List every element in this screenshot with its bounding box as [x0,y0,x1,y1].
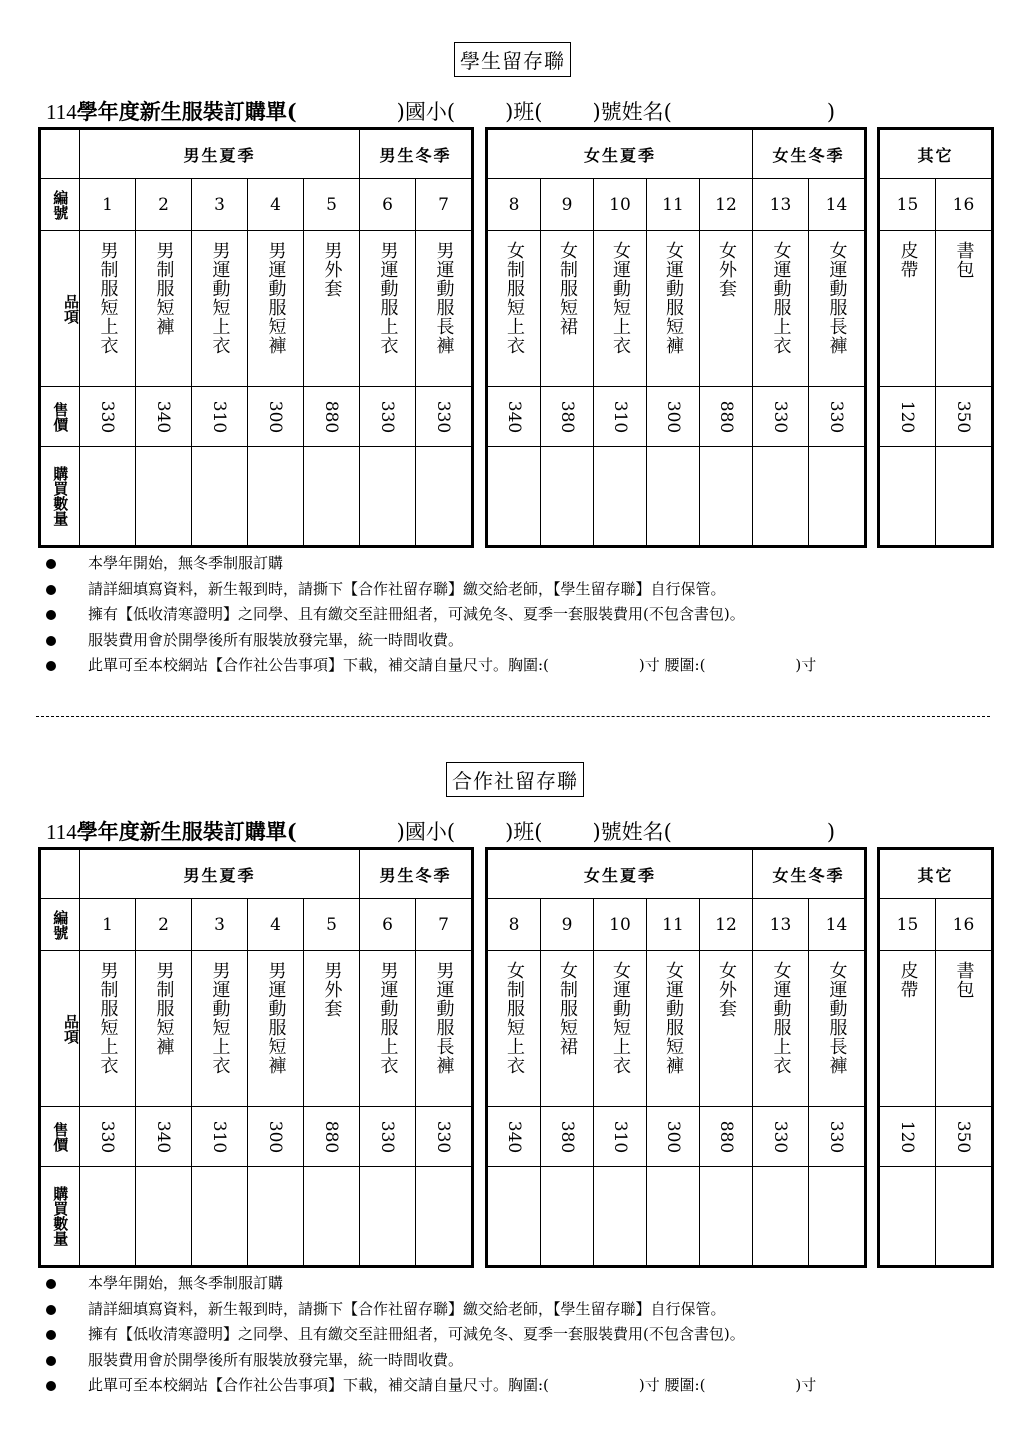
table-row [487,1167,866,1267]
item-name: 男運動短上衣 [209,961,231,1075]
group-header: 男生冬季 [360,849,473,899]
item-number: 10 [594,899,647,951]
notes-list [46,552,816,680]
form-title: 學年度新生服裝訂購單( [76,99,297,124]
item-number: 12 [700,899,753,951]
item-number: 16 [936,899,993,951]
item-price-cell [594,387,647,447]
item-name-cell [80,951,136,1107]
item-name: 女運動服上衣 [770,241,792,355]
bullet-icon [46,636,56,646]
notes-list [46,1272,816,1400]
copy-label: 學生留存聯 [454,42,571,77]
item-price-cell [304,387,360,447]
table-row [40,447,473,547]
item-number: 14 [809,899,866,951]
quantity-input[interactable] [487,1167,541,1267]
item-name-cell [879,951,936,1107]
item-name-cell [416,951,473,1107]
item-price: 300 [265,400,286,433]
cut-line [36,716,990,717]
item-number: 1 [80,899,136,951]
item-price: 350 [953,400,974,433]
item-price-cell [304,1107,360,1167]
item-price: 310 [209,1120,230,1153]
school-year: 114 [46,100,77,124]
item-name: 女運動服上衣 [770,961,792,1075]
table-row [40,1167,473,1267]
item-price-cell [248,1107,304,1167]
quantity-input[interactable] [136,447,192,547]
row-label-qty: 購買數量 [40,447,80,547]
item-name: 男運動服長褲 [433,961,455,1075]
group-header: 女生夏季 [487,129,753,179]
item-price: 310 [609,400,630,433]
copy-label: 合作社留存聯 [446,762,584,797]
item-name: 男運動服短褲 [265,241,287,355]
item-number: 11 [647,899,700,951]
bullet-icon [46,559,56,569]
note-item: 本學年開始，無冬季制服訂購 [46,1272,816,1298]
note-item: 本學年開始，無冬季制服訂購 [46,552,816,578]
table-row [879,231,993,387]
quantity-input[interactable] [753,1167,809,1267]
item-price-cell [809,1107,866,1167]
item-name-cell [248,951,304,1107]
item-number: 10 [594,179,647,231]
item-price: 330 [770,400,791,433]
item-price-cell [936,1107,993,1167]
item-name: 女外套 [716,961,737,1018]
item-name-cell [753,231,809,387]
row-label-price: 售價 [40,387,80,447]
item-price: 120 [897,1120,918,1153]
item-price: 340 [153,400,174,433]
item-price: 330 [770,1120,791,1153]
item-name: 男運動短上衣 [209,241,231,355]
table-row [40,129,473,179]
item-name-cell [192,231,248,387]
item-price: 880 [715,400,736,433]
table-row [40,899,473,951]
bullet-icon [46,1279,56,1289]
item-number: 5 [304,179,360,231]
coop-copy [0,720,1024,1444]
item-price: 300 [662,400,683,433]
group-header: 女生夏季 [487,849,753,899]
item-number: 16 [936,179,993,231]
quantity-input[interactable] [360,1167,416,1267]
item-name-cell [700,231,753,387]
item-price: 300 [265,1120,286,1153]
table-row [487,849,866,899]
form-title: 學年度新生服裝訂購單( [76,819,297,844]
table-row [487,231,866,387]
quantity-input[interactable] [192,447,248,547]
item-name: 女制服短裙 [557,241,578,336]
quantity-input[interactable] [594,447,647,547]
table-row [487,179,866,231]
item-number: 7 [416,899,473,951]
quantity-input[interactable] [248,447,304,547]
table-row [879,951,993,1107]
item-price: 340 [503,400,524,433]
item-price-cell [416,387,473,447]
quantity-input[interactable] [541,447,594,547]
row-label-item: 品項 [40,231,80,387]
item-number: 2 [136,899,192,951]
table-row [879,1167,993,1267]
item-name-cell [541,951,594,1107]
item-name: 書包 [953,241,975,279]
table-row [487,129,866,179]
item-number: 14 [809,179,866,231]
note-item: 擁有【低收清寒證明】之同學、且有繳交至註冊組者，可減免冬、夏季一套服裝費用(不包含書包)。 [46,1323,816,1349]
item-number: 15 [879,179,936,231]
item-name: 女外套 [716,241,737,298]
bullet-icon [46,661,56,671]
item-number: 1 [80,179,136,231]
item-name-cell [136,231,192,387]
note-item: 此單可至本校網站【合作社公告事項】下載，補交請自量尺寸。胸圍:( )寸 腰圍:( )寸 [46,1374,816,1400]
table-row [879,387,993,447]
item-price: 300 [662,1120,683,1153]
item-price: 310 [609,1120,630,1153]
item-number: 5 [304,899,360,951]
order-table [877,127,994,548]
item-price-cell [809,387,866,447]
item-name-cell [879,231,936,387]
quantity-input[interactable] [700,1167,753,1267]
quantity-input[interactable] [753,447,809,547]
item-name-cell [80,231,136,387]
item-number: 3 [192,179,248,231]
item-name: 女運動短上衣 [610,241,631,355]
item-price: 310 [209,400,230,433]
table-row [879,129,993,179]
item-price-cell [360,1107,416,1167]
item-name: 皮帶 [897,241,919,279]
quantity-input[interactable] [541,1167,594,1267]
group-header: 女生冬季 [753,129,866,179]
item-name: 皮帶 [897,961,919,999]
item-name: 男制服短褲 [153,961,175,1056]
item-name-cell [647,951,700,1107]
item-price-cell [136,1107,192,1167]
table-row [879,1107,993,1167]
quantity-input[interactable] [647,447,700,547]
item-name-cell [936,951,993,1107]
quantity-input[interactable] [416,1167,473,1267]
item-price: 330 [97,1120,118,1153]
quantity-input[interactable] [700,447,753,547]
item-number: 9 [541,179,594,231]
item-price: 350 [953,1120,974,1153]
bullet-icon [46,1356,56,1366]
table-row [487,387,866,447]
item-number: 13 [753,899,809,951]
item-number: 15 [879,899,936,951]
order-table [485,847,867,1268]
item-name: 男制服短上衣 [97,241,119,355]
item-number: 12 [700,179,753,231]
bullet-icon [46,1330,56,1340]
group-header: 男生夏季 [80,849,360,899]
table-row [40,179,473,231]
table-row [487,447,866,547]
row-label-item: 品項 [40,951,80,1107]
item-price: 330 [377,400,398,433]
item-name-cell [594,951,647,1107]
quantity-input[interactable] [360,447,416,547]
item-number: 8 [487,179,541,231]
bullet-icon [46,610,56,620]
item-name-cell [809,231,866,387]
table-row [487,951,866,1107]
school-year: 114 [46,820,77,844]
item-price-cell [879,1107,936,1167]
note-item: 此單可至本校網站【合作社公告事項】下載，補交請自量尺寸。胸圍:( )寸 腰圍:( )寸 [46,654,816,680]
order-table [38,127,474,548]
note-item: 服裝費用會於開學後所有服裝放發完畢，統一時間收費。 [46,629,816,655]
order-table [877,847,994,1268]
bullet-icon [46,585,56,595]
item-price-cell [879,387,936,447]
item-name-cell [541,231,594,387]
item-price: 330 [433,400,454,433]
item-name: 男運動服上衣 [377,241,399,355]
quantity-input[interactable] [80,447,136,547]
note-item: 請詳細填寫資料，新生報到時，請撕下【合作社留存聯】繳交給老師，【學生留存聯】自行保管。 [46,1298,816,1324]
item-price-cell [487,1107,541,1167]
item-name: 男運動服短褲 [265,961,287,1075]
item-price-cell [416,1107,473,1167]
item-name: 書包 [953,961,975,999]
item-name-cell [192,951,248,1107]
corner-cell [40,849,80,899]
item-name: 女運動短上衣 [610,961,631,1075]
item-price-cell [80,1107,136,1167]
item-price: 380 [556,400,577,433]
group-header: 其它 [879,129,993,179]
item-number: 6 [360,899,416,951]
group-header: 男生夏季 [80,129,360,179]
item-name: 女運動服短褲 [663,241,684,355]
group-header: 女生冬季 [753,849,866,899]
item-name: 女制服短上衣 [504,961,525,1075]
table-row [879,447,993,547]
quantity-input[interactable] [809,1167,866,1267]
item-name-cell [248,231,304,387]
item-name-cell [753,951,809,1107]
table-row [40,1107,473,1167]
item-price: 880 [715,1120,736,1153]
quantity-input[interactable] [936,447,993,547]
item-number: 4 [248,179,304,231]
item-price: 330 [826,400,847,433]
item-price-cell [594,1107,647,1167]
quantity-input[interactable] [809,447,866,547]
item-price-cell [192,1107,248,1167]
bullet-icon [46,1381,56,1391]
corner-cell [40,129,80,179]
item-price: 880 [321,1120,342,1153]
item-price-cell [80,387,136,447]
table-row [40,951,473,1107]
item-name-cell [416,231,473,387]
quantity-input[interactable] [594,1167,647,1267]
item-number: 4 [248,899,304,951]
item-price: 330 [377,1120,398,1153]
row-label-number: 編號 [40,899,80,951]
item-price-cell [136,387,192,447]
item-number: 7 [416,179,473,231]
item-name: 女運動服長褲 [826,241,848,355]
group-header: 其它 [879,849,993,899]
quantity-input[interactable] [304,447,360,547]
item-name: 女制服短上衣 [504,241,525,355]
quantity-input[interactable] [416,447,473,547]
item-number: 9 [541,899,594,951]
item-price-cell [700,1107,753,1167]
row-label-number: 編號 [40,179,80,231]
item-name-cell [647,231,700,387]
table-row [40,231,473,387]
item-price: 120 [897,400,918,433]
table-row [879,849,993,899]
item-number: 8 [487,899,541,951]
item-number: 6 [360,179,416,231]
quantity-input[interactable] [248,1167,304,1267]
item-name-cell [360,231,416,387]
note-item: 擁有【低收清寒證明】之同學、且有繳交至註冊組者，可減免冬、夏季一套服裝費用(不包含書包)。 [46,603,816,629]
item-name: 男外套 [321,241,343,298]
item-number: 2 [136,179,192,231]
item-price: 340 [503,1120,524,1153]
group-header: 男生冬季 [360,129,473,179]
note-item: 請詳細填寫資料，新生報到時，請撕下【合作社留存聯】繳交給老師，【學生留存聯】自行保管。 [46,578,816,604]
quantity-input[interactable] [136,1167,192,1267]
item-price: 330 [433,1120,454,1153]
quantity-input[interactable] [647,1167,700,1267]
item-name-cell [700,951,753,1107]
item-price-cell [647,387,700,447]
item-number: 13 [753,179,809,231]
table-row [487,1107,866,1167]
item-name-cell [304,951,360,1107]
item-name-cell [594,231,647,387]
item-name: 男制服短褲 [153,241,175,336]
item-name: 女運動服長褲 [826,961,848,1075]
item-name: 男制服短上衣 [97,961,119,1075]
item-price: 880 [321,400,342,433]
table-row [487,899,866,951]
item-price-cell [753,387,809,447]
quantity-input[interactable] [879,447,936,547]
item-name: 男運動服上衣 [377,961,399,1075]
note-item: 服裝費用會於開學後所有服裝放發完畢，統一時間收費。 [46,1349,816,1375]
item-name-cell [360,951,416,1107]
item-price-cell [541,1107,594,1167]
item-name-cell [809,951,866,1107]
item-name-cell [487,951,541,1107]
item-price: 340 [153,1120,174,1153]
quantity-input[interactable] [879,1167,936,1267]
item-price-cell [647,1107,700,1167]
form-heading: 114學年度新生服裝訂購單( )國小( )班( )號姓名( ) [46,819,836,844]
item-price-cell [700,387,753,447]
item-name-cell [304,231,360,387]
item-price-cell [248,387,304,447]
item-price: 330 [826,1120,847,1153]
row-label-price: 售價 [40,1107,80,1167]
table-row [40,849,473,899]
item-name-cell [487,231,541,387]
item-name-cell [936,231,993,387]
item-price-cell [192,387,248,447]
quantity-input[interactable] [80,1167,136,1267]
item-name: 女制服短裙 [557,961,578,1056]
item-price-cell [487,387,541,447]
order-table [38,847,474,1268]
item-price-cell [360,387,416,447]
quantity-input[interactable] [192,1167,248,1267]
row-label-qty: 購買數量 [40,1167,80,1267]
table-row [879,179,993,231]
item-number: 3 [192,899,248,951]
item-price-cell [541,387,594,447]
order-table [485,127,867,548]
item-price-cell [753,1107,809,1167]
item-price: 380 [556,1120,577,1153]
item-name-cell [136,951,192,1107]
item-name: 男運動服長褲 [433,241,455,355]
item-name: 女運動服短褲 [663,961,684,1075]
table-row [879,899,993,951]
quantity-input[interactable] [304,1167,360,1267]
bullet-icon [46,1305,56,1315]
quantity-input[interactable] [487,447,541,547]
item-number: 11 [647,179,700,231]
item-price-cell [936,387,993,447]
item-name: 男外套 [321,961,343,1018]
item-price: 330 [97,400,118,433]
quantity-input[interactable] [936,1167,993,1267]
form-heading: 114學年度新生服裝訂購單( )國小( )班( )號姓名( ) [46,99,836,124]
table-row [40,387,473,447]
